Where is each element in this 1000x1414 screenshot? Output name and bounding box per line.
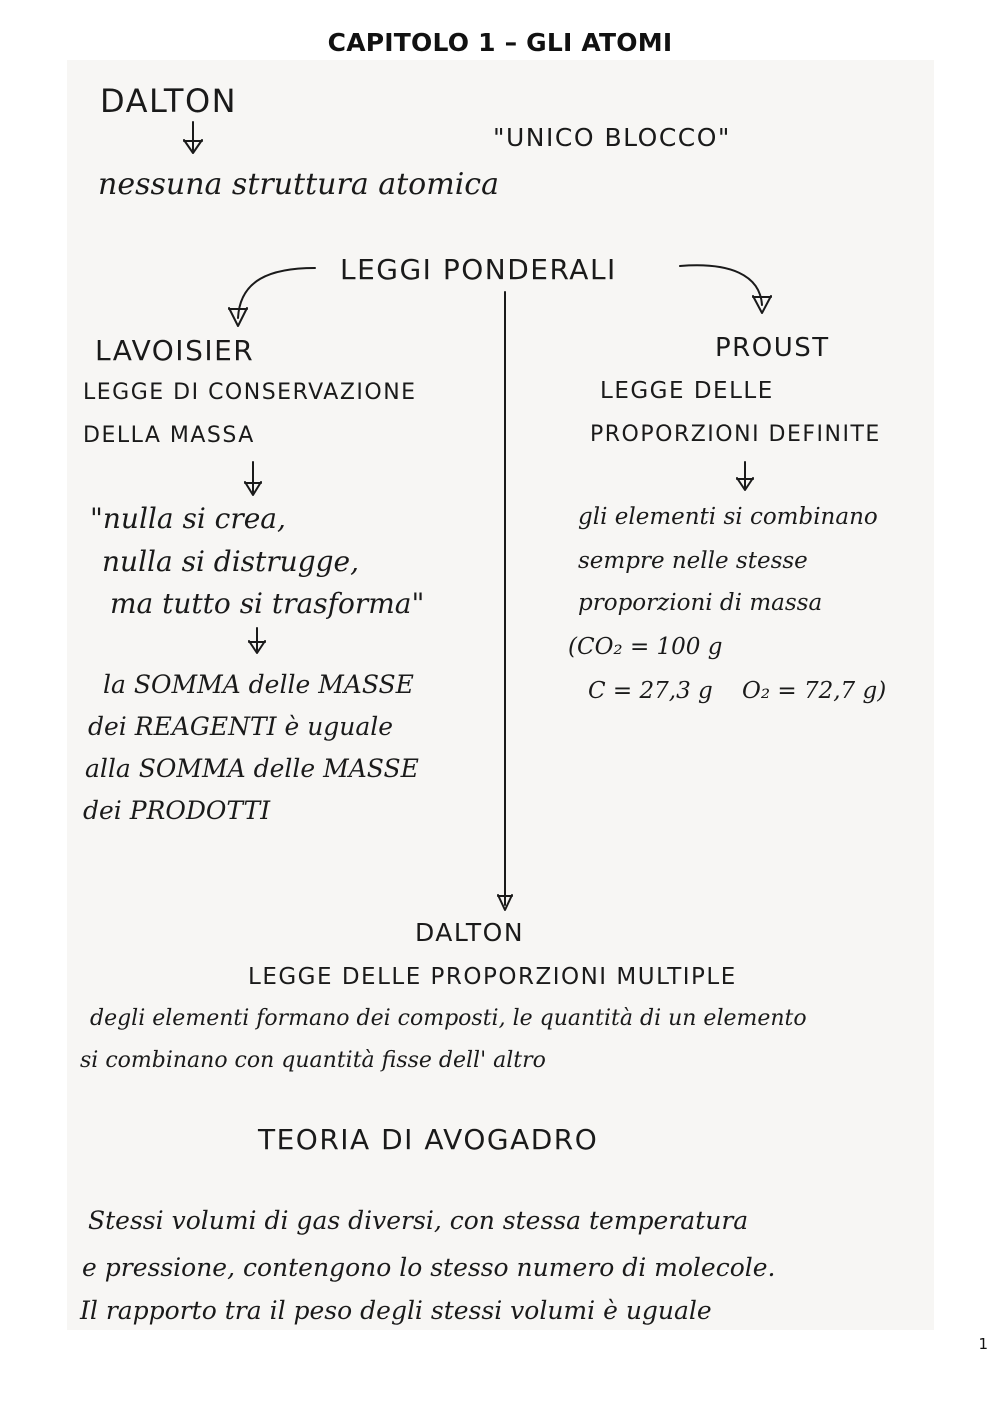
lavoisier-expl-line1: la SOMMA delle MASSE [103,670,414,699]
unico-blocco-quote: "UNICO BLOCCO" [493,123,731,152]
avogadro-title: TEORIA DI AVOGADRO [258,1123,599,1156]
dalton-heading: DALTON [100,82,238,120]
lavoisier-law-line2: DELLA MASSA [83,423,255,448]
lavoisier-quote-line2: nulla si distrugge, [102,545,360,578]
proust-law-line1: LEGGE DELLE [600,378,774,404]
lavoisier-quote-line1: "nulla si crea, [90,502,286,535]
proust-example-c: C = 27,3 g [588,678,713,704]
proust-name: PROUST [715,333,830,363]
proust-example-line1: (CO₂ = 100 g [568,634,723,660]
avogadro-line3: Il rapporto tra il peso degli stessi volumi è uguale [80,1296,712,1325]
page-title: CAPITOLO 1 – GLI ATOMI [327,28,673,57]
proust-expl-line2: sempre nelle stesse [578,548,808,574]
page-number: 1 [978,1335,988,1353]
dalton-bottom-name: DALTON [415,918,525,947]
dalton-bottom-expl-line1: degli elementi formano dei composti, le quantità di un elemento [90,1006,807,1031]
dalton-bottom-expl-line2: si combinano con quantità fisse dell' altro [80,1048,546,1073]
proust-expl-line3: proporzioni di massa [578,590,823,616]
lavoisier-expl-line4: dei PRODOTTI [83,796,271,825]
proust-law-line2: PROPORZIONI DEFINITE [590,422,881,447]
dalton-subtext: nessuna struttura atomica [98,167,499,202]
avogadro-line1: Stessi volumi di gas diversi, con stessa temperatura [88,1206,749,1235]
lavoisier-law-line1: LEGGE DI CONSERVAZIONE [83,380,417,405]
lavoisier-expl-line2: dei REAGENTI è uguale [88,712,394,741]
lavoisier-quote-line3: ma tutto si trasforma" [110,587,425,620]
lavoisier-expl-line3: alla SOMMA delle MASSE [85,754,419,783]
lavoisier-name: LAVOISIER [95,334,255,367]
proust-expl-line1: gli elementi si combinano [578,504,878,530]
leggi-ponderali-heading: LEGGI PONDERALI [340,253,617,286]
dalton-bottom-law: LEGGE DELLE PROPORZIONI MULTIPLE [248,964,737,990]
avogadro-line2: e pressione, contengono lo stesso numero di molecole. [82,1253,776,1282]
proust-example-o2: O₂ = 72,7 g) [742,678,887,704]
